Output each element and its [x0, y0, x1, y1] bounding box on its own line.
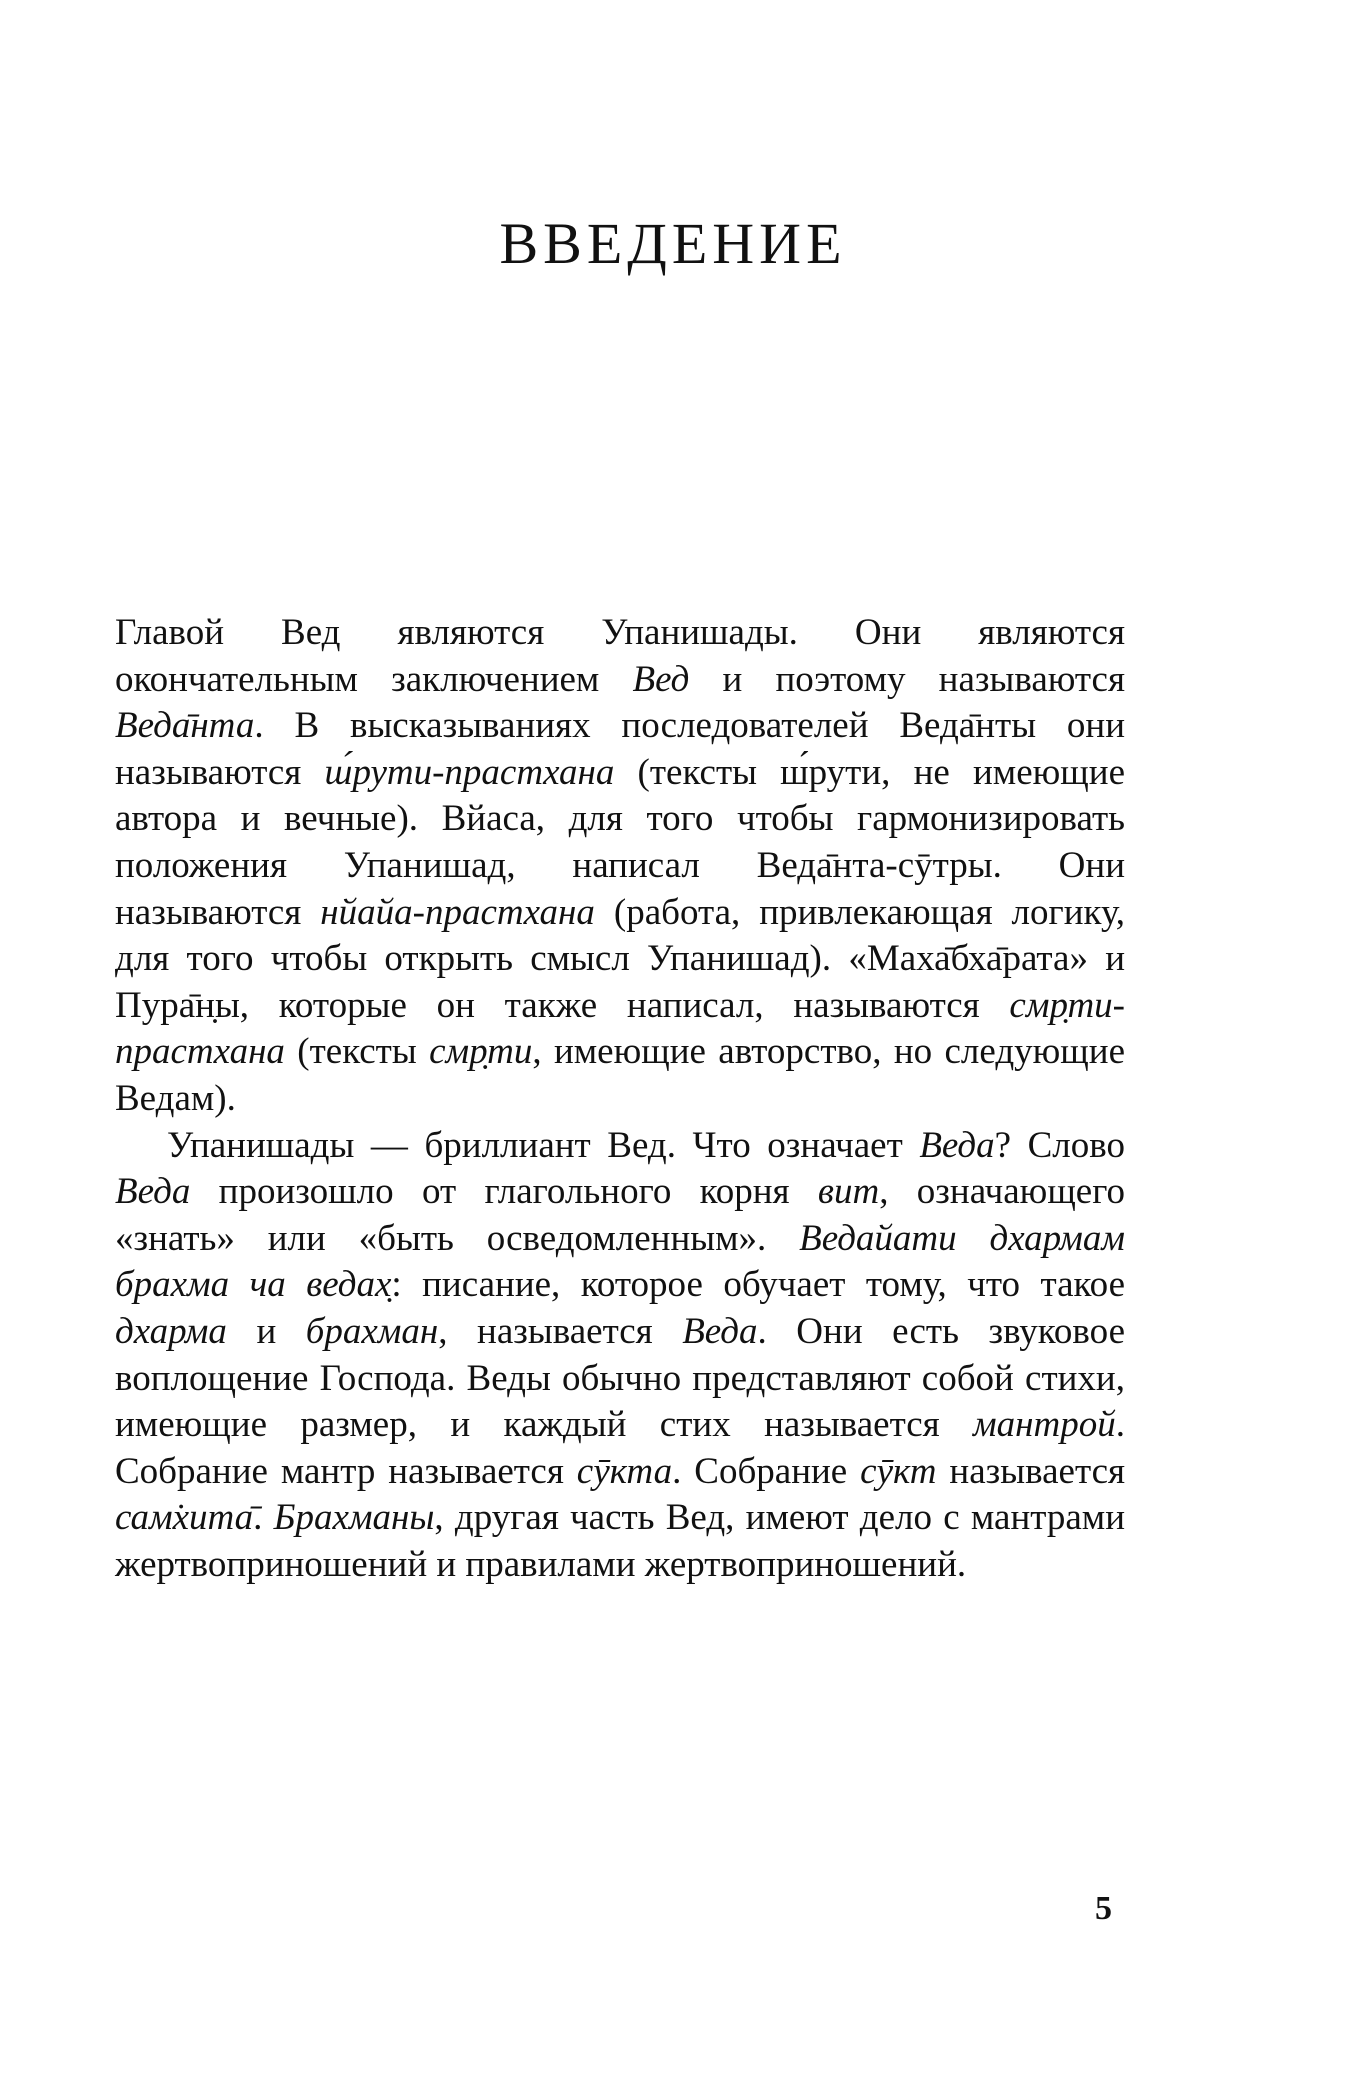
italic-term: дхарма [115, 1310, 227, 1352]
italic-term: Веда [682, 1310, 758, 1352]
italic-term: сӯкта [576, 1450, 673, 1492]
text-run: и [226, 1310, 306, 1352]
italic-term: нйайа-прастхана [320, 891, 595, 933]
text-run: произошло от глагольного корня [190, 1171, 818, 1213]
text-run: (работа, привлекающая логику, для того чтобы открыть смысл Упанишад). «Маха̄бха̄рата» и Пура̄н̣ы, которые он также написал, называются [115, 891, 1125, 1026]
italic-term: Ведайати дхармам брахма ча ведах̣ [115, 1217, 1126, 1306]
text-run: , имеющие авторство, но следующие Ведам). [115, 1031, 1125, 1119]
text-run: (тексты ш́рути, не имеющие автора и вечные). Вйаса, для того чтобы гармонизировать положения Упанишад, написал Веда̄нта-сӯтры. Они называются [115, 751, 1125, 933]
italic-term: смр̣ти-прастхана [115, 984, 1125, 1073]
text-run: . Они есть звуковое воплощение Господа. Веды обычно представляют собой стихи, имеющие размер, и каждый стих называется [115, 1310, 1125, 1446]
text-run: , называется [438, 1310, 683, 1352]
text-run: Главой Вед являются Упанишады. Они являются окончательным заключением [115, 612, 1125, 700]
text-run: и поэтому называются [689, 658, 1125, 700]
italic-term: смр̣ти [429, 1031, 533, 1073]
italic-term: Веда [115, 1171, 191, 1213]
body-text [115, 610, 1125, 1588]
paragraph-1 [115, 610, 1125, 1123]
chapter-title: ВВЕДЕНИЕ [499, 211, 847, 276]
italic-term: сӯкт [860, 1450, 937, 1492]
text-run: . Собрание мантр называется [115, 1404, 1125, 1492]
text-run: . [253, 1497, 274, 1539]
paragraph-2 [115, 1123, 1125, 1589]
italic-term: мантрой [973, 1404, 1116, 1446]
text-run: , означающего «знать» или «быть осведомленным». [115, 1171, 1125, 1259]
italic-term: сам̇хита̄ [115, 1497, 254, 1539]
page-number: 5 [1095, 1890, 1112, 1927]
text-run: называется [936, 1450, 1126, 1492]
italic-term: Веда [919, 1124, 995, 1166]
italic-term: ш́рути-прастхана [324, 751, 615, 793]
italic-term: брахман [305, 1310, 439, 1352]
italic-term: Брахманы [273, 1497, 435, 1539]
text-run: . В высказываниях последователей Веда̄нты они называются [115, 705, 1125, 793]
text-run: : писание, которое обучает тому, что такое [391, 1264, 1125, 1306]
text-run: ? Слово [994, 1124, 1125, 1166]
text-run: (тексты [284, 1031, 430, 1073]
text-run: Упанишады — бриллиант Вед. Что означает [167, 1124, 920, 1166]
text-run: , другая часть Вед, имеют дело с мантрами жертвоприношений и правилами жертвоприношений. [115, 1497, 1125, 1585]
italic-term: вит [817, 1171, 880, 1213]
text-run: . Собрание [672, 1450, 861, 1492]
italic-term: Веда̄нта [115, 705, 255, 747]
italic-term: Вед [632, 658, 690, 700]
